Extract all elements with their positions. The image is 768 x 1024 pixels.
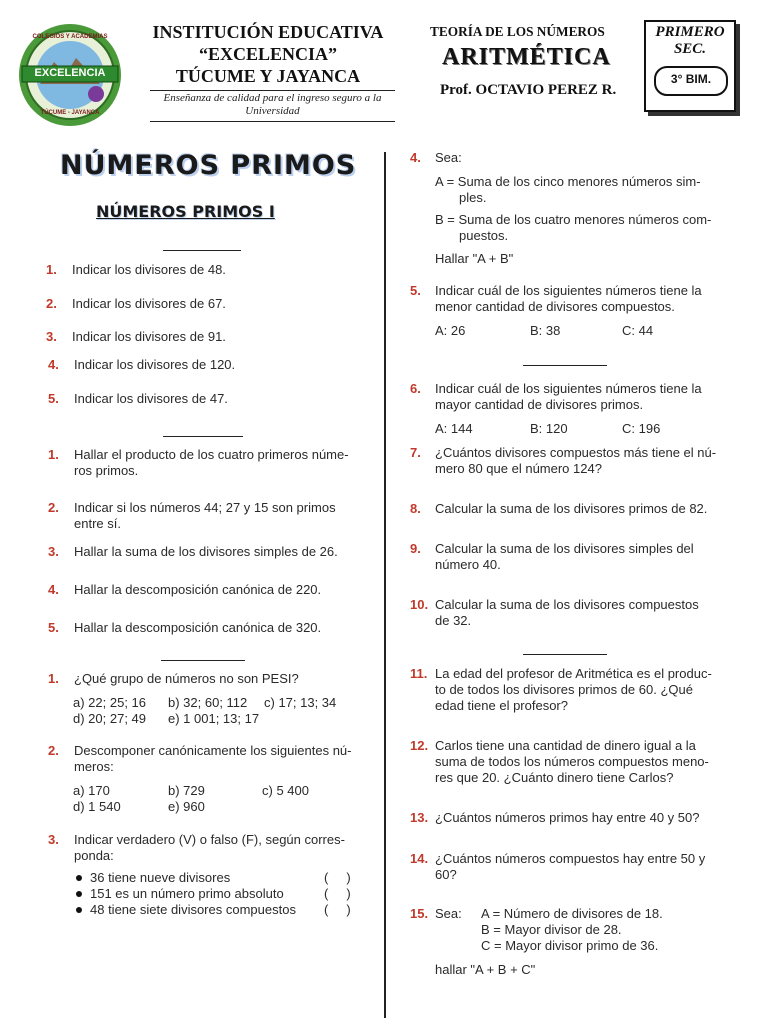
question-text: Descomponer canónicamente los siguientes nú- <box>74 743 352 758</box>
g2-question-1 <box>48 447 368 479</box>
g2-question-4 <box>48 582 368 598</box>
question-number: 7. <box>410 445 421 460</box>
question-text: Calcular la suma de los divisores primos de 82. <box>435 501 708 516</box>
bullet-icon <box>76 907 82 913</box>
g2-question-2 <box>48 500 368 532</box>
question-text: Indicar cuál de los siguientes números tiene la <box>435 283 702 298</box>
question-text-cont: entre sí. <box>74 516 121 531</box>
term-label: 3° BIM. <box>670 72 712 86</box>
g3-q1-option-b: b) 32; 60; 112 <box>168 695 248 710</box>
q4-ask: Hallar "A + B" <box>435 251 514 266</box>
question-text-cont: to de todos los divisores primos de 60. ¿Qué <box>435 682 693 697</box>
g3-q2-option-c: c) 5 400 <box>262 783 309 798</box>
question-number: 4. <box>48 582 59 597</box>
q14 <box>410 851 730 883</box>
logo-bottom-text: TÚCUME - JAYANCA <box>40 110 100 116</box>
question-text-cont: res que 20. ¿Cuánto dinero tiene Carlos? <box>435 770 674 785</box>
grade-label: PRIMERO SEC. <box>655 24 725 57</box>
g1-question-4 <box>48 357 368 373</box>
question-number: 1. <box>48 671 59 686</box>
question-text: Hallar la descomposición canónica de 320. <box>74 620 322 635</box>
question-number: 10. <box>410 597 429 612</box>
question-text: Indicar los divisores de 91. <box>72 329 226 344</box>
g3-q2-option-d: d) 1 540 <box>73 799 121 814</box>
question-text: La edad del profesor de Aritmética es el produc- <box>435 666 712 681</box>
g3-question-2 <box>48 743 368 775</box>
teacher-name: Prof. OCTAVIO PEREZ R. <box>440 82 617 98</box>
question-text: ¿Cuántos divisores compuestos más tiene el nú- <box>435 445 717 460</box>
q4-def-a: A = Suma de los cinco menores números sim- ples. <box>435 174 701 205</box>
q4 <box>410 150 730 166</box>
topic-label: TEORÍA DE LOS NÚMEROS <box>430 25 605 40</box>
g3-q1-option-c: c) 17; 13; 34 <box>264 695 337 710</box>
q6-option-c: C: 196 <box>622 421 661 436</box>
q15-def-c: C = Mayor divisor primo de 36. <box>481 938 659 953</box>
subject-label: ARITMÉTICA <box>442 44 611 70</box>
question-text: ¿Qué grupo de números no son PESI? <box>74 671 299 686</box>
g3-q1-option-a: a) 22; 25; 16 <box>73 695 146 710</box>
q10 <box>410 597 730 629</box>
g3-q1-option-e: e) 1 001; 13; 17 <box>168 711 260 726</box>
question-text-cont: número 40. <box>435 557 501 572</box>
separator-3 <box>161 660 245 661</box>
question-number: 2. <box>48 500 59 515</box>
question-text: Sea: <box>435 906 462 921</box>
school-name-line2: “EXCELENCIA” <box>198 44 338 64</box>
question-number: 11. <box>410 666 428 681</box>
grade-card <box>644 20 742 118</box>
separator-2 <box>163 436 243 437</box>
question-text: Indicar los divisores de 47. <box>74 391 228 406</box>
g3-q2-option-a: a) 170 <box>73 783 110 798</box>
q6-option-a: A: 144 <box>435 421 473 436</box>
question-text-cont: meros: <box>74 759 114 774</box>
q15-ask: hallar "A + B + C" <box>435 962 536 977</box>
page-subtitle: NÚMEROS PRIMOS I <box>96 202 275 221</box>
question-text: Hallar la suma de los divisores simples de 26. <box>74 544 338 559</box>
question-number: 12. <box>410 738 429 753</box>
q5-option-a: A: 26 <box>435 323 466 338</box>
logo-top-text: COLEGIOS Y ACADEMIAS <box>32 34 108 40</box>
g1-question-3 <box>46 329 366 345</box>
question-text: Indicar los divisores de 48. <box>72 262 226 277</box>
question-number: 9. <box>410 541 421 556</box>
tf-answer-box-1[interactable]: ( ) <box>324 870 351 885</box>
question-number: 1. <box>48 447 59 462</box>
question-number: 5. <box>48 620 59 635</box>
q13 <box>410 810 730 826</box>
g2-question-5 <box>48 620 368 636</box>
q11 <box>410 666 730 714</box>
question-text: Indicar si los números 44; 27 y 15 son primos <box>74 500 336 515</box>
q9 <box>410 541 730 573</box>
tf-answer-box-3[interactable]: ( ) <box>324 902 351 917</box>
bullet-icon <box>76 891 82 897</box>
tf-answer-box-2[interactable]: ( ) <box>324 886 351 901</box>
q15-def-a: A = Número de divisores de 18. <box>481 906 663 921</box>
question-text: Indicar los divisores de 120. <box>74 357 236 372</box>
question-text: Carlos tiene una cantidad de dinero igual a la <box>435 738 696 753</box>
school-name-line1: INSTITUCIÓN EDUCATIVA <box>152 22 384 42</box>
question-text-cont: suma de todos los números compuestos meno- <box>435 754 709 769</box>
question-number: 4. <box>48 357 59 372</box>
tf-item-3: 48 tiene siete divisores compuestos <box>90 902 296 917</box>
question-text: Calcular la suma de los divisores simples del <box>435 541 694 556</box>
question-text: Hallar el producto de los cuatro primeros núme- <box>74 447 349 462</box>
question-text: Calcular la suma de los divisores compuestos <box>435 597 699 612</box>
question-number: 15. <box>410 906 429 921</box>
school-logo <box>14 22 126 128</box>
question-number: 2. <box>48 743 59 758</box>
question-text: Indicar los divisores de 67. <box>72 296 226 311</box>
school-slogan: Enseñanza de calidad para el ingreso seguro a la Universidad <box>163 92 382 117</box>
q7 <box>410 445 730 477</box>
g2-question-3 <box>48 544 368 560</box>
question-text: Hallar la descomposición canónica de 220. <box>74 582 322 597</box>
question-text-cont: menor cantidad de divisores compuestos. <box>435 299 675 314</box>
g3-q2-option-b: b) 729 <box>168 783 205 798</box>
q5-option-c: C: 44 <box>622 323 654 338</box>
question-number: 3. <box>46 329 57 344</box>
question-text-cont: edad tiene el profesor? <box>435 698 568 713</box>
q15-def-b: B = Mayor divisor de 28. <box>481 922 622 937</box>
g3-question-3 <box>48 832 368 864</box>
question-text: Indicar cuál de los siguientes números tiene la <box>435 381 702 396</box>
question-text-cont: mero 80 que el número 124? <box>435 461 602 476</box>
g3-question-1 <box>48 671 368 687</box>
question-number: 8. <box>410 501 421 516</box>
question-text-cont: ros primos. <box>74 463 139 478</box>
question-number: 4. <box>410 150 421 165</box>
question-text-cont: ponda: <box>74 848 114 863</box>
g3-q2-option-e: e) 960 <box>168 799 205 814</box>
question-number: 3. <box>48 544 59 559</box>
q5 <box>410 283 730 315</box>
question-number: 2. <box>46 296 57 311</box>
q8 <box>410 501 730 517</box>
school-name-line3: TÚCUME Y JAYANCA <box>175 66 361 86</box>
question-text: ¿Cuántos números compuestos hay entre 50 y <box>435 851 706 866</box>
question-number: 5. <box>48 391 59 406</box>
question-number: 5. <box>410 283 421 298</box>
g3-q1-option-d: d) 20; 27; 49 <box>73 711 146 726</box>
separator-4 <box>523 365 607 366</box>
logo-name-text: EXCELENCIA <box>34 67 106 79</box>
question-number: 1. <box>46 262 57 277</box>
g1-question-1 <box>46 262 366 278</box>
separator-1 <box>163 250 241 251</box>
header-underline <box>150 90 395 91</box>
bullet-icon <box>76 875 82 881</box>
q12 <box>410 738 730 786</box>
question-text: Sea: <box>435 150 462 165</box>
separator-5 <box>523 654 607 655</box>
question-text-cont: 60? <box>435 867 457 882</box>
g1-question-5 <box>48 391 368 407</box>
q4-def-b: B = Suma de los cuatro menores números com- puestos. <box>435 212 712 243</box>
tf-item-2: 151 es un número primo absoluto <box>90 886 284 901</box>
question-number: 13. <box>410 810 429 825</box>
page-title: NÚMEROS PRIMOS <box>60 150 357 181</box>
question-number: 3. <box>48 832 59 847</box>
question-number: 14. <box>410 851 429 866</box>
question-text: Indicar verdadero (V) o falso (F), según corres- <box>74 832 345 847</box>
question-number: 6. <box>410 381 421 396</box>
header-underline-2 <box>150 121 395 122</box>
q5-option-b: B: 38 <box>530 323 561 338</box>
tf-item-1: 36 tiene nueve divisores <box>90 870 231 885</box>
question-text-cont: mayor cantidad de divisores primos. <box>435 397 644 412</box>
column-divider <box>384 152 386 1018</box>
question-text: ¿Cuántos números primos hay entre 40 y 50? <box>435 810 700 825</box>
q6-option-b: B: 120 <box>530 421 568 436</box>
question-text-cont: de 32. <box>435 613 472 628</box>
q6 <box>410 381 730 413</box>
g1-question-2 <box>46 296 366 312</box>
